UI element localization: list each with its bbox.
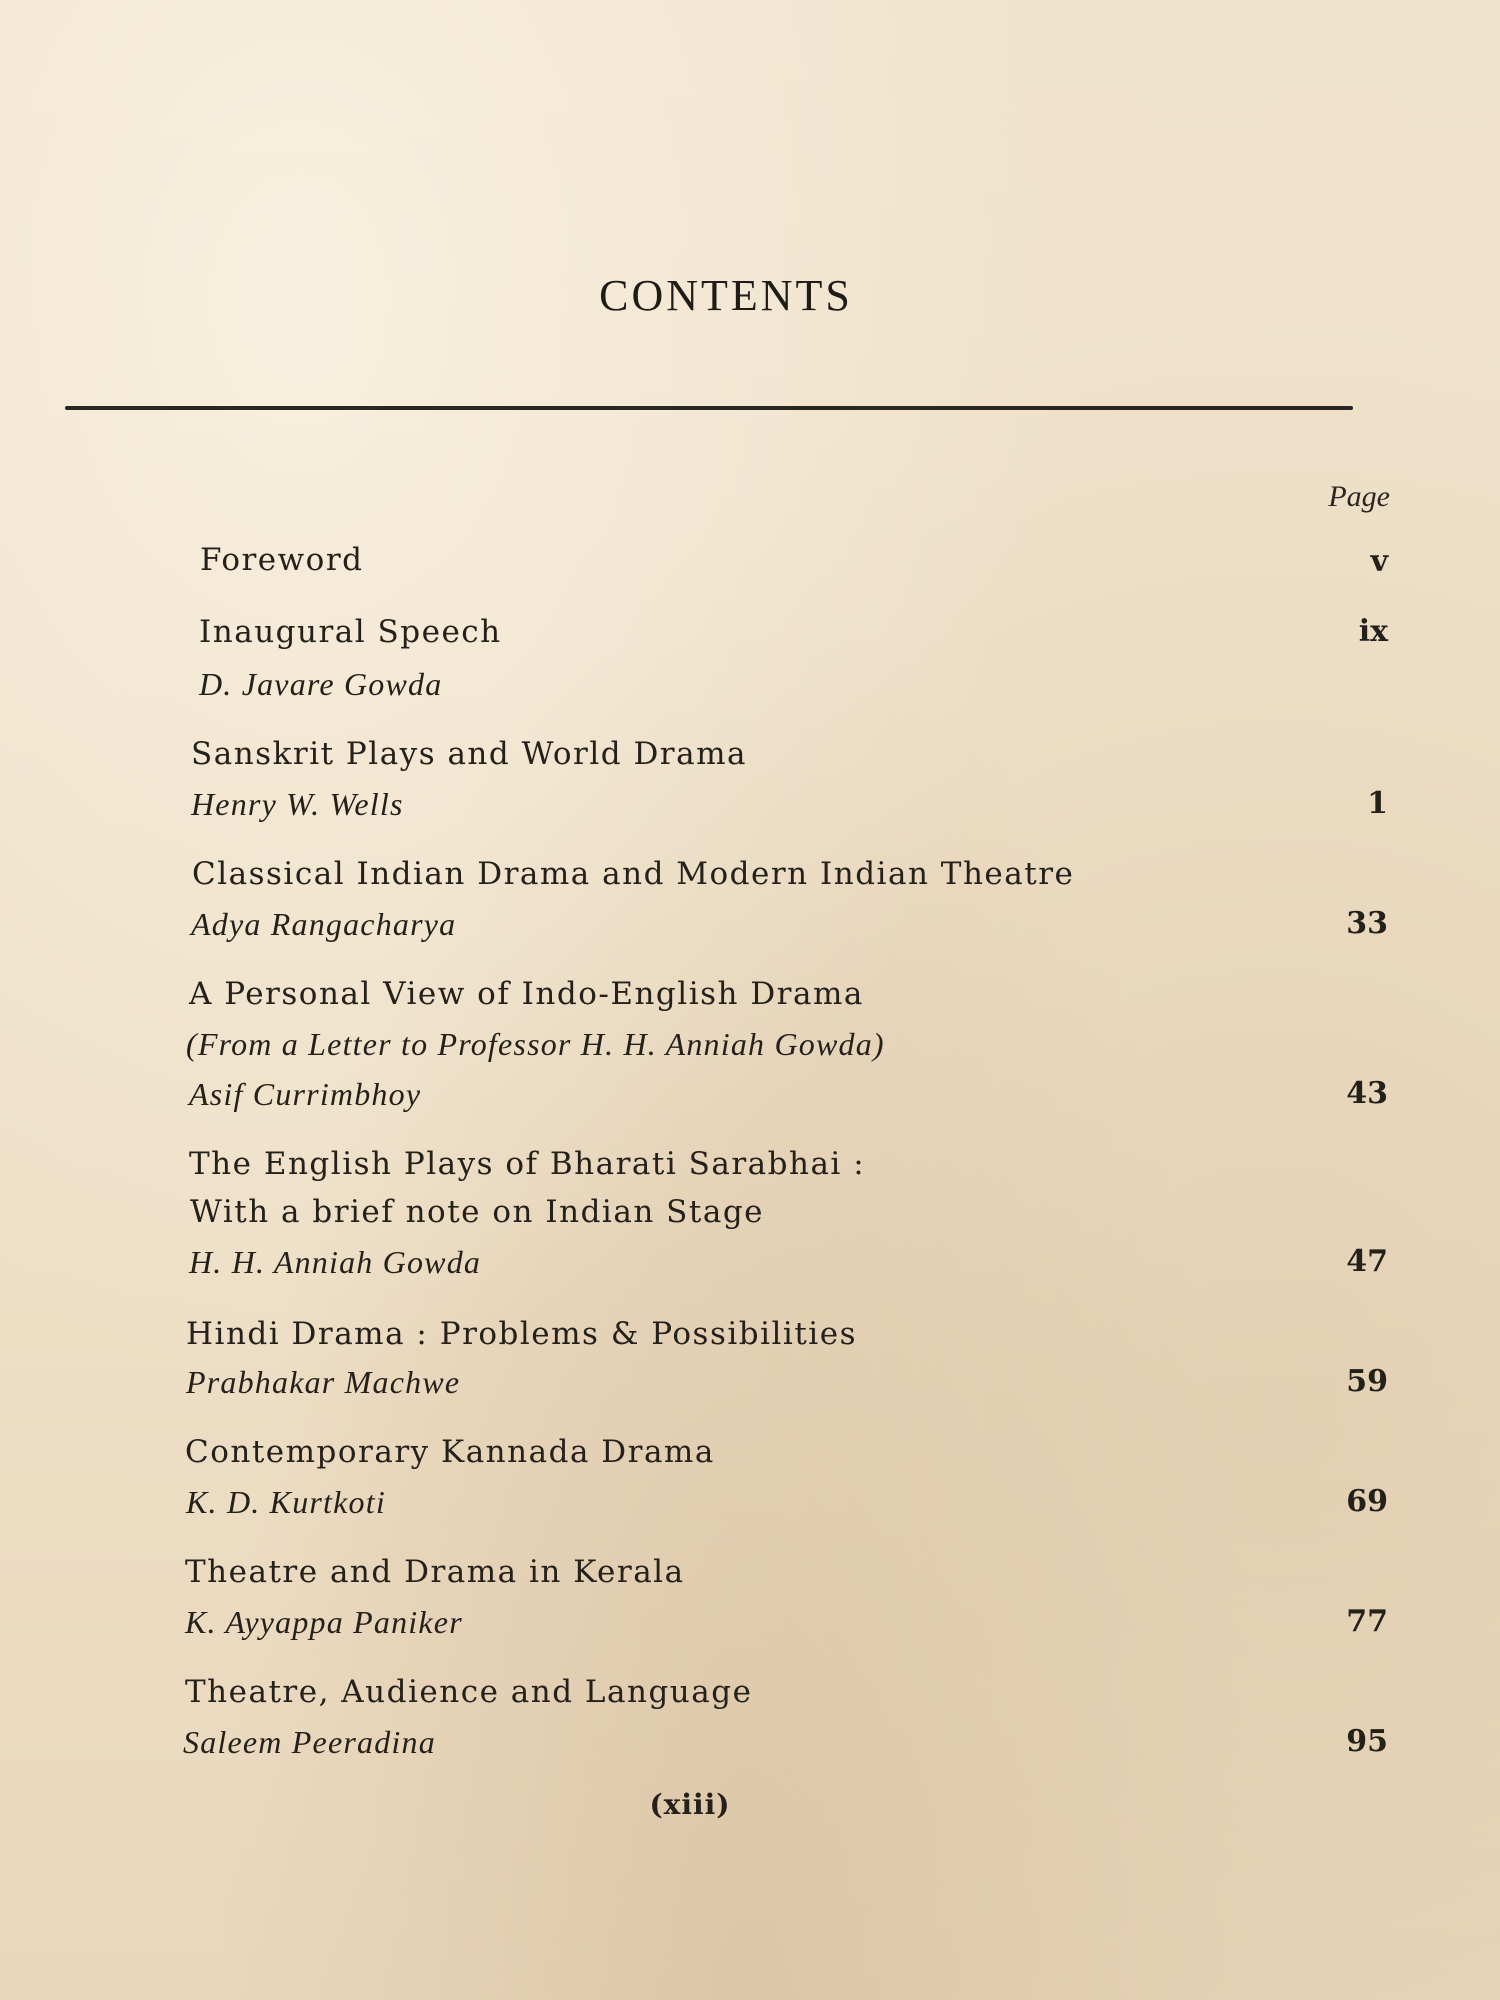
entry-subtitle: (From a Letter to Professor H. H. Anniah Gowda) [186, 1026, 885, 1062]
page-column-header: Page [1328, 480, 1390, 513]
entry-page-number: v [1370, 544, 1388, 579]
entry-title: Theatre and Drama in Kerala [185, 1554, 685, 1590]
entry-title: The English Plays of Bharati Sarabhai : [189, 1146, 866, 1182]
entry-author: Henry W. Wells [191, 786, 404, 822]
entry-author: Asif Currimbhoy [189, 1076, 422, 1112]
entry-author: Adya Rangacharya [191, 906, 457, 942]
entry-page-number: 95 [1346, 1724, 1388, 1759]
entry-page-number: 69 [1346, 1484, 1388, 1519]
entry-title: A Personal View of Indo-English Drama [189, 976, 864, 1012]
header-rule [65, 406, 1353, 410]
entry-author: D. Javare Gowda [199, 666, 443, 702]
contents-title: CONTENTS [599, 271, 853, 320]
page-folio: (xiii) [649, 1788, 731, 1821]
entry-author: H. H. Anniah Gowda [189, 1244, 482, 1280]
entry-page-number: 47 [1346, 1244, 1388, 1279]
entry-title: Theatre, Audience and Language [185, 1674, 753, 1710]
entry-author: K. D. Kurtkoti [186, 1484, 386, 1520]
entry-subtitle: With a brief note on Indian Stage [190, 1194, 765, 1230]
entry-title: Hindi Drama : Problems & Possibilities [186, 1316, 857, 1352]
entry-author: K. Ayyappa Paniker [185, 1604, 463, 1640]
entry-page-number: 77 [1346, 1604, 1388, 1639]
entry-page-number: 33 [1346, 906, 1388, 941]
entry-author: Saleem Peeradina [183, 1724, 436, 1760]
entry-title: Sanskrit Plays and World Drama [191, 736, 747, 772]
entry-page-number: 43 [1346, 1076, 1388, 1111]
entry-page-number: 59 [1346, 1364, 1388, 1399]
entry-page-number: ix [1358, 614, 1388, 649]
entry-title: Foreword [200, 542, 364, 578]
entry-title: Classical Indian Drama and Modern Indian Theatre [192, 856, 1075, 892]
entry-author: Prabhakar Machwe [186, 1364, 461, 1400]
entry-title: Contemporary Kannada Drama [185, 1434, 715, 1470]
entry-title: Inaugural Speech [199, 614, 502, 650]
entry-page-number: 1 [1367, 786, 1388, 821]
